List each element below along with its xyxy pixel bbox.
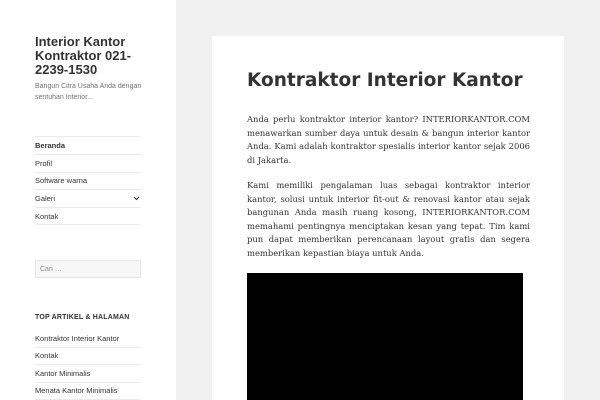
chevron-down-icon[interactable] bbox=[131, 194, 141, 204]
page-title: Kontraktor Interior Kantor bbox=[247, 70, 523, 91]
site-description: Bangun Citra Usaha Anda dengan sentuhan Interior... bbox=[35, 83, 142, 101]
nav-item-kontak[interactable] bbox=[35, 207, 141, 225]
nav-item-label: Software warna bbox=[35, 176, 88, 186]
search-placeholder: Cari … bbox=[40, 265, 62, 273]
main-navigation bbox=[35, 136, 141, 225]
top-articles-list bbox=[35, 330, 141, 400]
search-input[interactable] bbox=[35, 260, 141, 278]
article-paragraph: Anda perlu kontraktor interior kantor? INTERIORKANTOR.COM menawarkan sumber daya untuk desain & bangun interior kantor Anda. Kami adalah kontraktor spesialis interior kantor sejak 2006 di Jakarta. bbox=[247, 114, 530, 165]
nav-item-label: Beranda bbox=[35, 140, 66, 150]
list-item[interactable]: Kontak bbox=[35, 348, 141, 366]
nav-item-galeri[interactable] bbox=[35, 189, 141, 207]
nav-item-software-warna[interactable] bbox=[35, 172, 141, 190]
widget-title: TOP ARTIKEL & HALAMAN bbox=[35, 314, 130, 321]
nav-item-beranda[interactable] bbox=[35, 136, 141, 154]
article-paragraph: Kami memiliki pengalaman luas sebagai kontraktor interior kantor, solusi untuk interior fit-out & renovasi kantor atau sejak bangunan Anda masih ruang kosong, INTERIORKANTOR.COM memahami pentingnya menciptakan kesan yang tepat. Tim kami pun dapat memberikan perencanaan layout gratis dan segera memberikan kepastian biaya untuk Anda. bbox=[247, 180, 530, 258]
article bbox=[212, 36, 564, 400]
list-item[interactable]: Menata Kantor Minimalis bbox=[35, 383, 141, 400]
nav-item-label: Kontak bbox=[35, 211, 59, 221]
site-title[interactable]: Interior Kantor Kontraktor 021-2239-1530 bbox=[35, 34, 132, 77]
nav-item-label: Profil bbox=[35, 158, 53, 168]
sidebar bbox=[0, 0, 176, 400]
video-embed[interactable] bbox=[247, 273, 523, 400]
list-item[interactable]: Kantor Minimalis bbox=[35, 365, 141, 383]
list-item[interactable]: Kontraktor Interior Kantor bbox=[35, 330, 141, 348]
nav-item-label: Galeri bbox=[35, 194, 56, 204]
nav-item-profil[interactable] bbox=[35, 154, 141, 172]
